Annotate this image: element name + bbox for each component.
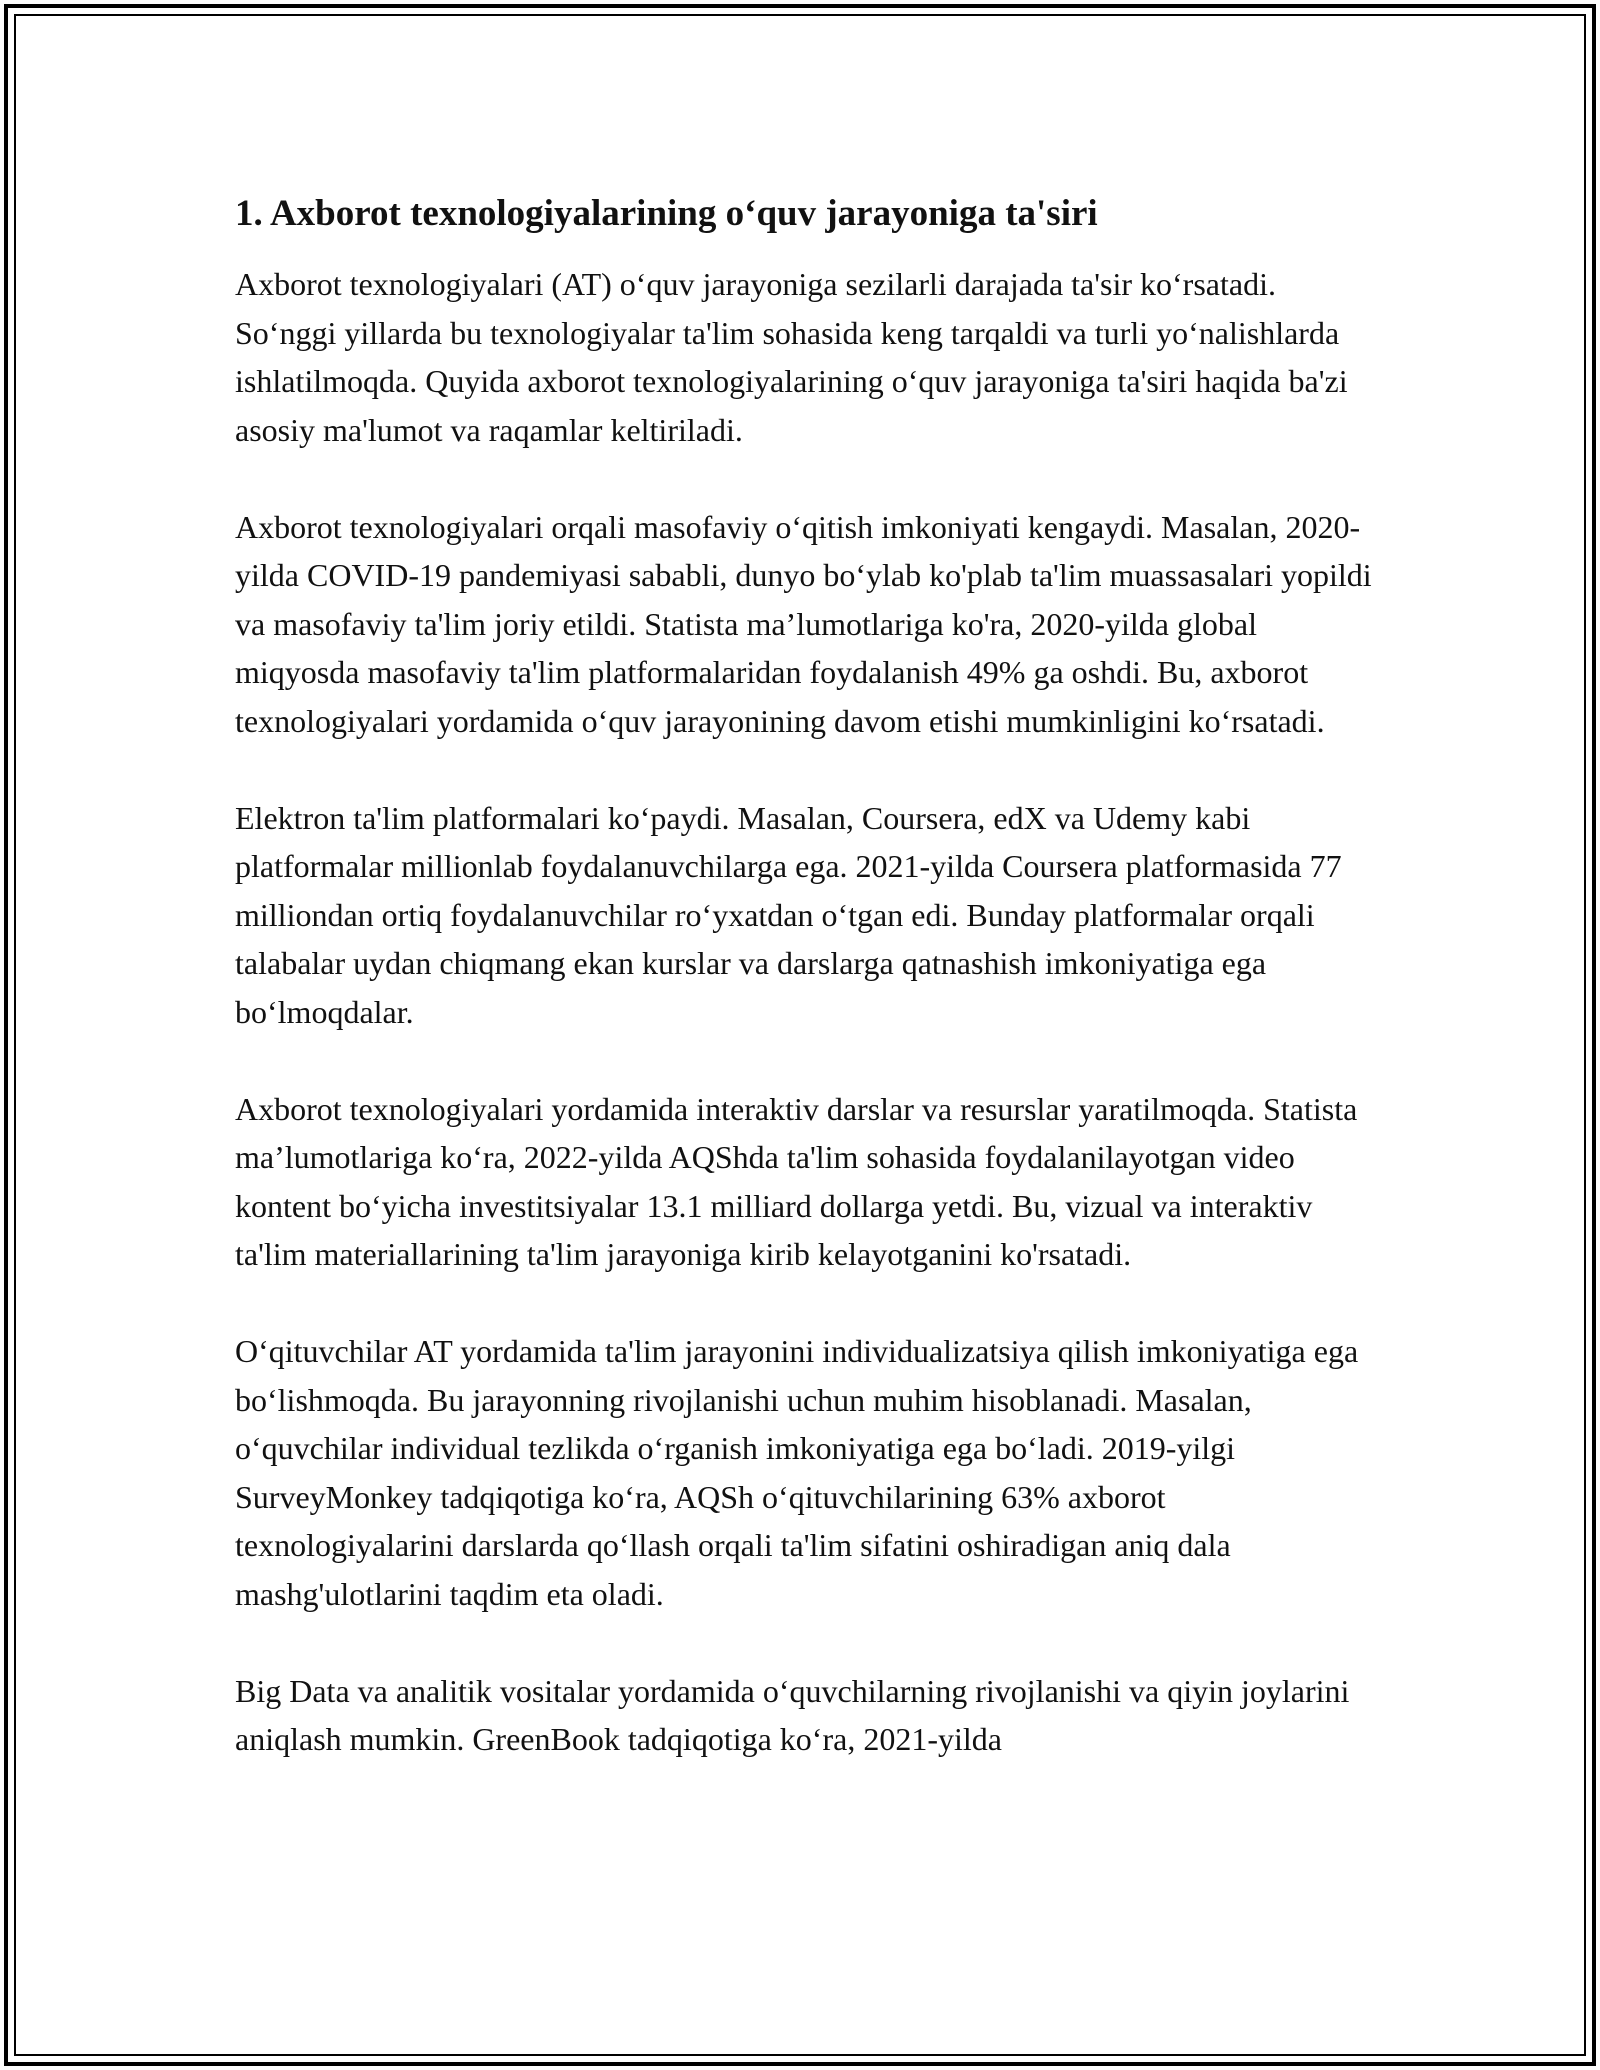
paragraph-big-data: Big Data va analitik vositalar yordamida o‘quvchilarning rivojlanishi va qiyin joylarini aniqlash mumkin. GreenBook tadqiqotiga ko‘ra, 2021-yilda (235, 1672, 1350, 1757)
document-body (235, 188, 1375, 1812)
paragraph-distance-learning: Axborot texnologiyalari orqali masofaviy o‘qitish imkoniyati kengaydi. Masalan, 2020-yilda COVID-19 pandemiyasi sababli, dunyo bo‘ylab ko'plab ta'lim muassasalari yopildi va masofaviy ta'lim joriy etildi. Statista ma’lumotlariga ko'ra, 2020-yilda global miqyosda masofaviy ta'lim platformalaridan foydalanish 49% ga oshdi. Bu, axborot texnologiyalari yordamida o‘quv jarayonining davom etishi mumkinligini ko‘rsatadi. (235, 508, 1372, 739)
paragraph-individualization: O‘qituvchilar AT yordamida ta'lim jarayonini individualizatsiya qilish imkoniyatiga ega bo‘lishmoqda. Bu jarayonning rivojlanishi uchun muhim hisoblanadi. Masalan, o‘quvchilar individual tezlikda o‘rganish imkoniyatiga ega bo‘ladi. 2019-yilgi SurveyMonkey tadqiqotiga ko‘ra, AQSh o‘qituvchilarining 63% axborot texnologiyalarini darslarda qo‘llash orqali ta'lim sifatini oshiradigan aniq dala mashg'ulotlarini taqdim eta oladi. (235, 1333, 1359, 1612)
paragraph-e-learning-platforms: Elektron ta'lim platformalari ko‘paydi. Masalan, Coursera, edX va Udemy kabi platformalar millionlab foydalanuvchilarga ega. 2021-yilda Coursera platformasida 77 milliondan ortiq foydalanuvchilar ro‘yxatdan o‘tgan edi. Bunday platformalar orqali talabalar uydan chiqmang ekan kurslar va darslarga qatnashish imkoniyatiga ega bo‘lmoqdalar. (235, 799, 1342, 1030)
section-heading: 1. Axborot texnologiyalarining o‘quv jarayoniga ta'siri (235, 193, 1098, 234)
paragraph-interactive-lessons: Axborot texnologiyalari yordamida interaktiv darslar va resurslar yaratilmoqda. Statista ma’lumotlariga ko‘ra, 2022-yilda AQShda ta'lim sohasida foydalanilayotgan video kontent bo‘yicha investitsiyalar 13.1 milliard dollarga yetdi. Bu, vizual va interaktiv ta'lim materiallarining ta'lim jarayoniga kirib kelayotganini ko'rsatadi. (235, 1090, 1358, 1272)
paragraph-intro: Axborot texnologiyalari (AT) o‘quv jarayoniga sezilarli darajada ta'sir ko‘rsatadi. So‘nggi yillarda bu texnologiyalar ta'lim sohasida keng tarqaldi va turli yo‘nalishlarda ishlatilmoqda. Quyida axborot texnologiyalarining o‘quv jarayoniga ta'siri haqida ba'zi asosiy ma'lumot va raqamlar keltiriladi. (235, 266, 1348, 448)
